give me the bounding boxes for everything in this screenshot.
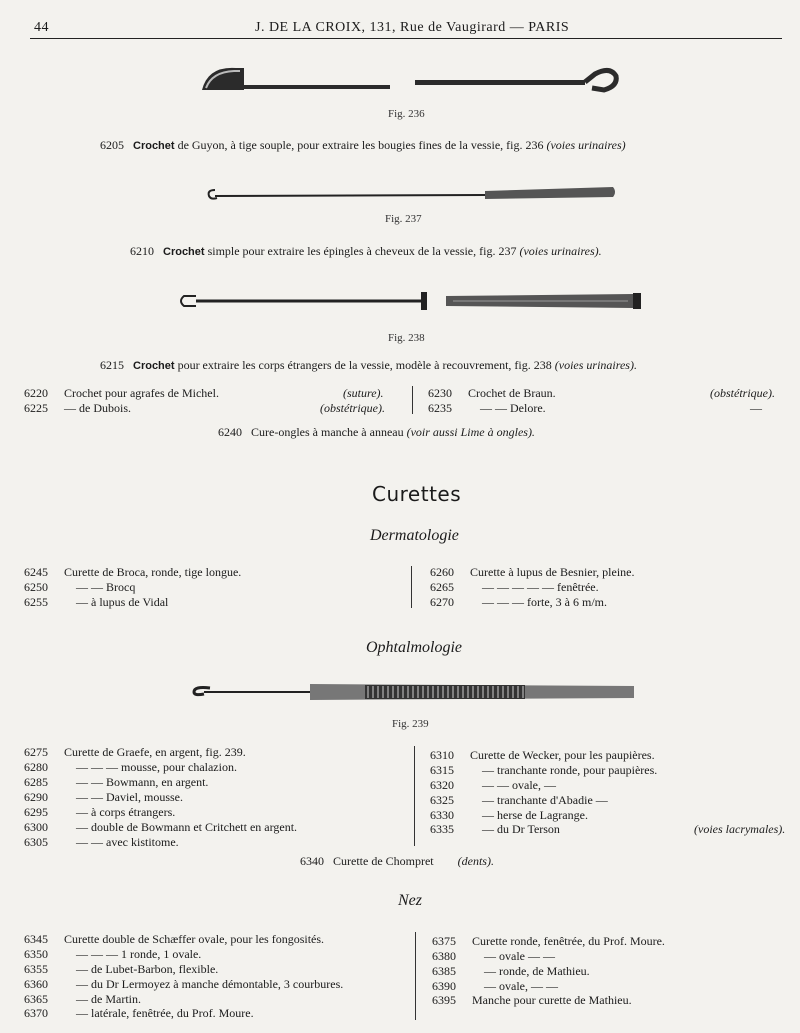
item-note: (voies urinaires) [546,138,626,152]
item-description: Manche pour curette de Mathieu. [472,993,632,1007]
item-description: — — — 1 ronde, 1 ovale. [76,947,202,961]
item-6210 [130,244,602,259]
subsection-title: Ophtalmologie [366,639,462,656]
item-number: 6225 [24,401,48,415]
item-note: (dents). [457,854,494,868]
item-note: (suture). [343,386,384,400]
item-description: — de Martin. [76,992,141,1006]
item-number: 6310 [430,748,454,762]
item-description: — ovale — — [484,949,555,963]
item-description: — — — mousse, pour chalazion. [76,760,237,774]
item-number: 6380 [432,949,456,963]
item-number: 6355 [24,962,48,976]
item-note: — [750,401,762,415]
item-number: 6340 [300,854,324,868]
item-description: — — Delore. [480,401,546,415]
item-number: 6255 [24,595,48,609]
item-note: (voir aussi Lime à ongles). [406,425,535,439]
item-number: 6265 [430,580,454,594]
item-description: — latérale, fenêtrée, du Prof. Moure. [76,1006,254,1020]
item-number: 6245 [24,565,48,579]
item-number: 6315 [430,763,454,777]
item-description: — herse de Lagrange. [482,808,588,822]
item-number: 6395 [432,993,456,1007]
item-number: 6345 [24,932,48,946]
item-number: 6365 [24,992,48,1006]
column-divider [412,386,413,414]
item-description: — de Lubet-Barbon, flexible. [76,962,219,976]
header-rule [30,38,782,39]
item-number: 6290 [24,790,48,804]
item-description: — — Brocq [76,580,136,594]
item-description: — — Daviel, mousse. [76,790,183,804]
item-description: — — avec kistitome. [76,835,179,849]
item-description: — à corps étrangers. [76,805,176,819]
item-number: 6235 [428,401,452,415]
item-description: — du Dr Terson [482,822,560,836]
item-name: Crochet [133,140,175,152]
item-description: Curette de Broca, ronde, tige longue. [64,565,242,579]
figure-239-caption: Fig. 239 [392,718,429,730]
item-number: 6350 [24,947,48,961]
page-number: 44 [34,20,49,35]
item-description: — tranchante ronde, pour paupières. [482,763,658,777]
item-6340 [300,854,494,869]
figure-237-illustration [205,182,615,206]
item-number: 6270 [430,595,454,609]
figure-239-illustration [190,680,640,704]
figure-237-caption: Fig. 237 [385,213,422,225]
item-number: 6230 [428,386,452,400]
column-divider [415,932,416,1020]
item-description: simple pour extraire les épingles à cheveux de la vessie, fig. 237 [207,244,517,258]
item-description: — — ovale, — [482,778,556,792]
item-number: 6330 [430,808,454,822]
item-description: — de Dubois. [64,401,131,415]
column-divider [414,746,415,846]
item-note: (voies urinaires). [554,358,637,372]
item-number: 6370 [24,1006,48,1020]
item-number: 6240 [218,425,242,439]
item-description: — — — — — fenêtrée. [482,580,599,594]
item-number: 6325 [430,793,454,807]
item-description: Cure-ongles à manche à anneau [251,425,404,439]
item-number: 6220 [24,386,48,400]
item-description: Curette de Chompret [333,854,434,868]
item-description: — ovale, — — [484,979,558,993]
item-number: 6305 [24,835,48,849]
item-description: — tranchante d'Abadie — [482,793,608,807]
item-number: 6320 [430,778,454,792]
item-description: pour extraire les corps étrangers de la vessie, modèle à recouvrement, fig. 238 [177,358,552,372]
item-note: (obstétrique). [710,386,775,400]
item-number: 6250 [24,580,48,594]
item-description: Crochet pour agrafes de Michel. [64,386,219,400]
item-description: Curette double de Schæffer ovale, pour les fongosités. [64,932,325,946]
item-note: (voies lacrymales). [694,822,786,836]
figure-236-illustration [200,62,620,102]
item-description: — double de Bowmann et Critchett en argent. [76,820,298,834]
item-description: — — Bowmann, en argent. [76,775,209,789]
item-number: 6375 [432,934,456,948]
item-description: Curette de Graefe, en argent, fig. 239. [64,745,246,759]
item-number: 6300 [24,820,48,834]
item-6240 [218,425,535,440]
subsection-title: Nez [398,892,422,909]
item-description: Curette de Wecker, pour les paupières. [470,748,655,762]
item-note: (voies urinaires). [519,244,602,258]
item-number: 6280 [24,760,48,774]
item-description: — ronde, de Mathieu. [484,964,590,978]
item-number: 6295 [24,805,48,819]
item-description: Crochet de Braun. [468,386,556,400]
item-name: Crochet [163,246,205,258]
subsection-title: Dermatologie [370,527,459,544]
section-title: Curettes [372,482,462,506]
item-number: 6385 [432,964,456,978]
figure-236-caption: Fig. 236 [388,108,425,120]
item-name: Crochet [133,360,175,372]
item-number: 6335 [430,822,454,836]
figure-238-caption: Fig. 238 [388,332,425,344]
item-number: 6285 [24,775,48,789]
item-description: — du Dr Lermoyez à manche démontable, 3 courbures. [76,977,344,991]
item-note: (obstétrique). [320,401,385,415]
column-divider [411,566,412,608]
item-number: 6260 [430,565,454,579]
item-number: 6205 [100,138,124,152]
item-number: 6390 [432,979,456,993]
item-6215 [100,358,637,373]
item-description: — à lupus de Vidal [76,595,169,609]
item-number: 6215 [100,358,124,372]
item-6205 [100,138,626,153]
item-description: — — — forte, 3 à 6 m/m. [482,595,607,609]
item-number: 6275 [24,745,48,759]
item-number: 6210 [130,244,154,258]
figure-238-illustration [178,288,648,314]
item-description: de Guyon, à tige souple, pour extraire les bougies fines de la vessie, fig. 236 [177,138,544,152]
item-number: 6360 [24,977,48,991]
page-header-title: J. DE LA CROIX, 131, Rue de Vaugirard — PARIS [255,20,570,35]
item-description: Curette ronde, fenêtrée, du Prof. Moure. [472,934,665,948]
item-description: Curette à lupus de Besnier, pleine. [470,565,635,579]
